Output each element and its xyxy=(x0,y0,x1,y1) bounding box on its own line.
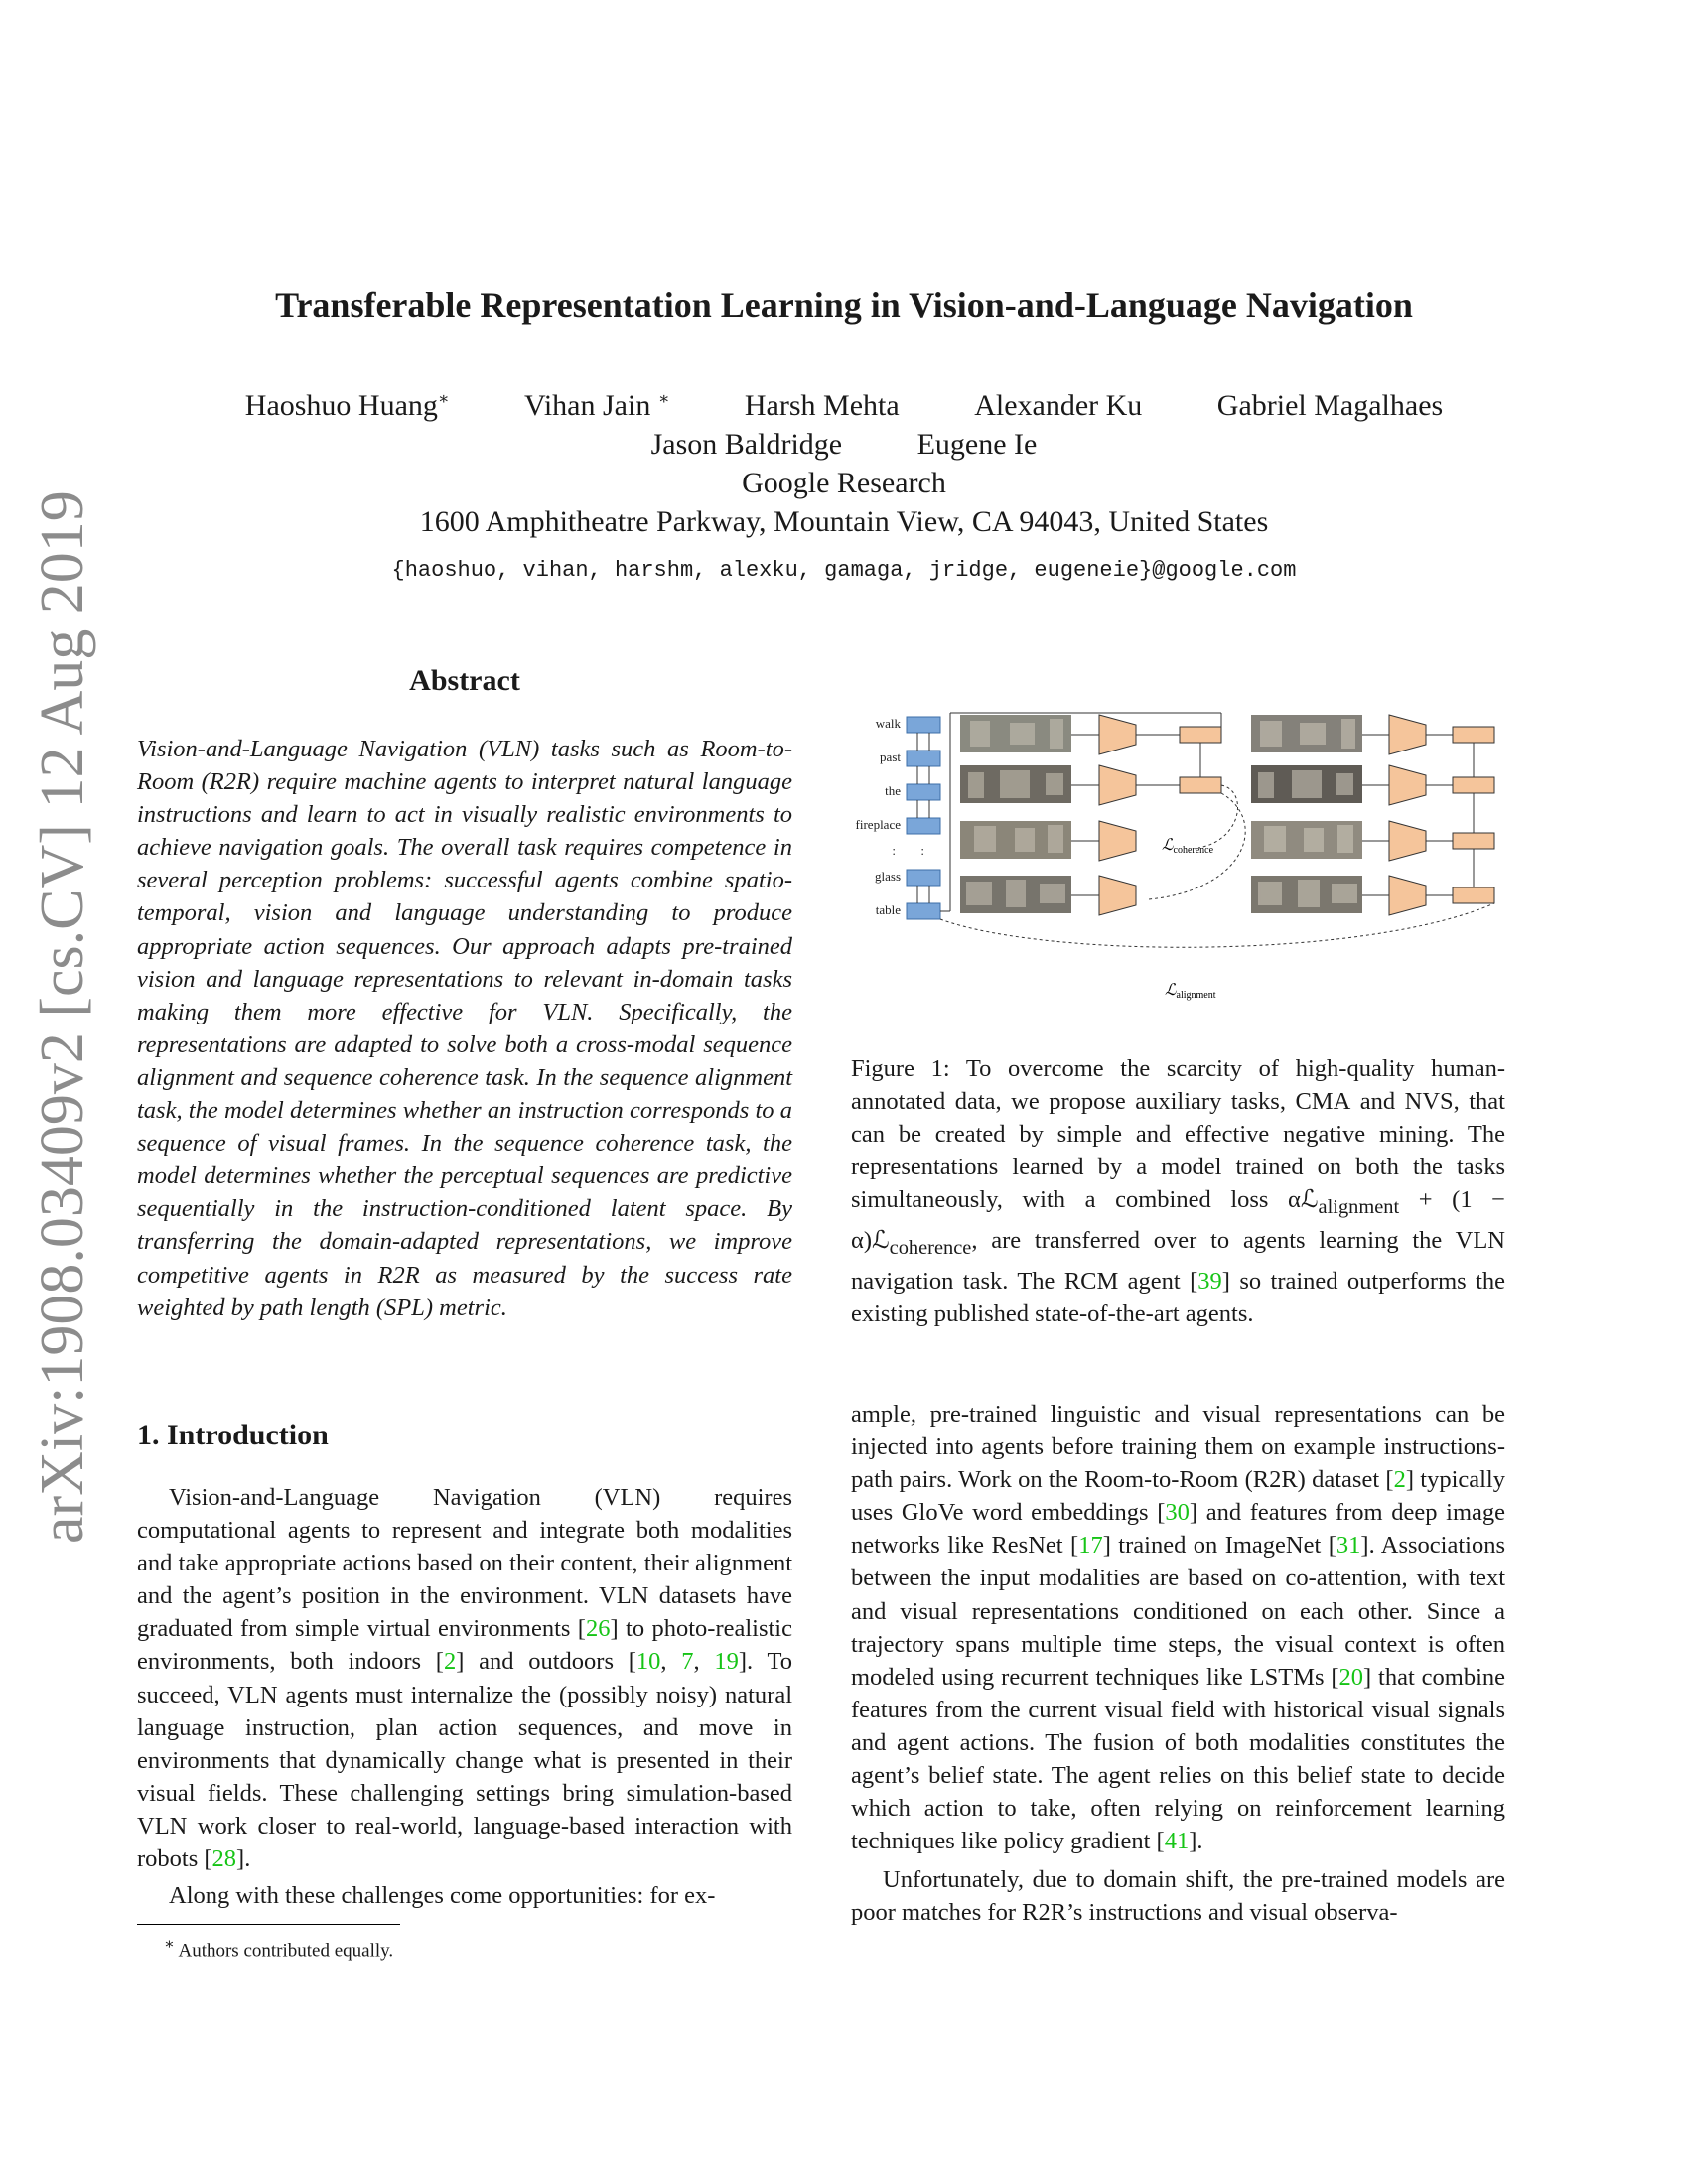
text-box xyxy=(907,818,940,834)
footnote: ∗ Authors contributed equally. xyxy=(164,1936,394,1962)
state-box xyxy=(1180,727,1221,743)
left-links xyxy=(1071,735,1200,895)
citation-link[interactable]: 30 xyxy=(1165,1499,1190,1527)
text-box xyxy=(907,784,940,800)
author-line-1 xyxy=(0,389,1688,423)
author-name: Alexander Ku xyxy=(974,389,1143,422)
author-name: Eugene Ie xyxy=(916,428,1038,461)
intro-column-left xyxy=(137,1481,792,1912)
figure-1-caption: Figure 1: To overcome the scarcity of high-quality human-annotated data, we propose auxiliary tasks, CMA and NVS, that can be created by simple and effective negative mining. The representations learned by a model trained on both the tasks simultaneously, with a combined loss αℒ$_{alignment}$ + (1 − α)ℒ$_{coherence}$, are transferred over to agents learning the VLN navigation task. The RCM agent [39] so trained outperforms the existing published state-of-the-art agents. xyxy=(851,1055,1505,1328)
coherence-curve xyxy=(1198,785,1238,848)
state-box xyxy=(1453,727,1494,743)
citation-link[interactable]: 31 xyxy=(1336,1532,1361,1560)
encoder-trapezoid xyxy=(1389,821,1426,861)
text-box xyxy=(907,870,940,886)
citation-link[interactable]: 41 xyxy=(1164,1828,1190,1855)
paragraph: Unfortunately, due to domain shift, the pre-trained models are poor matches for R2R’s instructions and visual observa- xyxy=(851,1866,1505,1927)
paragraph: Along with these challenges come opportunities: for ex- xyxy=(169,1882,716,1910)
intro-column-right xyxy=(851,1398,1505,1930)
panorama-frames-right xyxy=(1251,715,1362,913)
paragraph: Vision-and-Language Navigation (VLN) requires computational agents to represent and integrate both modalities and take appropriate actions based on their content, their alignment and the agent’s position in the environment. VLN datasets have graduated from simple virtual environments [26] to photo-realistic environments, both indoors [2] and outdoors [10, 7, 19]. To succeed, VLN agents must internalize the (possibly noisy) natural language instruction, plan action sequences, and move in environments that dynamically change what is presented in their visual fields. These challenging settings bring simulation-based VLN work closer to real-world, language-based interaction with robots [28]. xyxy=(137,1484,792,1873)
citation-link[interactable]: 19 xyxy=(714,1648,739,1676)
text-box xyxy=(907,751,940,766)
text-embeddings xyxy=(907,717,940,919)
loss-curves xyxy=(940,785,1494,947)
word-label: glass xyxy=(875,869,901,884)
word-label: past xyxy=(880,750,901,764)
author-name: Jason Baldridge xyxy=(650,428,843,461)
author-emails: {haoshuo, vihan, harshm, alexku, gamaga, jridge, eugeneie}@google.com xyxy=(391,558,1297,583)
word-label: walk xyxy=(875,716,901,731)
abstract-text: Vision-and-Language Navigation (VLN) tasks such as Room-to-Room (R2R) require machine agents to interpret natural language instructions and learn to act in visually realistic environments to achieve navigation goals. The overall task requires competence in several perception problems: successful agents combine spatio-temporal, vision and language understanding to produce appropriate action sequences. Our approach adapts pre-trained vision and language representations to relevant in-domain tasks making them more effective for VLN. Specifically, the representations are adapted to solve both a cross-modal sequence alignment and sequence coherence task. In the sequence alignment task, the model determines whether an instruction corresponds to a sequence of visual frames. In the sequence coherence task, the model determines whether the perceptual sequences are predictive sequentially in the instruction-conditioned latent space. By transferring the domain-adapted representations, we improve competitive agents in R2R as measured by the success rate weighted by path length (SPL) metric. xyxy=(137,736,792,1321)
arxiv-stamp: arXiv:1908.03409v2 [cs.CV] 12 Aug 2019 xyxy=(29,490,96,1544)
text-box xyxy=(907,903,940,919)
figure-1-diagram xyxy=(851,711,1505,1009)
paper-title: Transferable Representation Learning in Vision-and-Language Navigation xyxy=(275,285,1413,325)
encoder-trapezoid xyxy=(1099,715,1136,754)
author-name: Gabriel Magalhaes xyxy=(1216,389,1444,422)
citation-link[interactable]: 17 xyxy=(1078,1532,1103,1560)
encoder-trapezoid xyxy=(1389,765,1426,805)
author-name: Haoshuo Huang∗ xyxy=(244,389,450,422)
abstract-heading: Abstract xyxy=(409,664,520,697)
state-box xyxy=(1453,833,1494,849)
visual-encoders-right xyxy=(1389,715,1494,915)
author-name: Harsh Mehta xyxy=(744,389,900,422)
author-name: Vihan Jain ∗ xyxy=(523,389,670,422)
panorama-frames-left xyxy=(960,715,1071,913)
text-box xyxy=(907,717,940,733)
right-links xyxy=(1362,735,1474,895)
footnote-rule xyxy=(137,1924,400,1925)
word-label: table xyxy=(875,902,901,917)
section-heading-introduction: 1. Introduction xyxy=(137,1419,329,1451)
state-box xyxy=(1180,777,1221,793)
ellipsis: : xyxy=(920,843,924,858)
citation-link[interactable]: 20 xyxy=(1338,1663,1364,1691)
instruction-words xyxy=(856,716,924,917)
coherence-loss-label: ℒcoherence xyxy=(1162,837,1214,856)
citation-link[interactable]: 28 xyxy=(211,1845,237,1873)
affiliation: Google Research xyxy=(742,467,946,499)
citation-link[interactable]: 26 xyxy=(585,1615,611,1643)
paragraph: ample, pre-trained linguistic and visual representations can be injected into agents before training them on example instructions-path pairs. Work on the Room-to-Room (R2R) dataset [2] typically uses GloVe word embeddings [30] and features from deep image networks like ResNet [17] trained on ImageNet [31]. Associations between the input modalities are based on co-attention, with text and visual representations conditioned on each other. Since a trajectory spans multiple time steps, the visual context is often modeled using recurrent techniques like LSTMs [20] that combine features from the current visual field with historical visual signals and agent actions. The fusion of both modalities constitutes the agent’s belief state. The agent relies on this belief state to decide which action to take, often relying on reinforcement learning techniques like policy gradient [41]. xyxy=(851,1401,1505,1855)
word-label: fireplace xyxy=(855,817,901,832)
citation-link[interactable]: 10 xyxy=(635,1648,661,1676)
encoder-trapezoid xyxy=(1099,765,1136,805)
citation-link[interactable]: 7 xyxy=(681,1648,694,1676)
encoder-trapezoid xyxy=(1389,715,1426,754)
citation-link[interactable]: 2 xyxy=(1393,1466,1406,1494)
encoder-trapezoid xyxy=(1099,821,1136,861)
citation-link[interactable]: 2 xyxy=(443,1648,457,1676)
state-box xyxy=(1453,887,1494,903)
word-label: the xyxy=(885,783,901,798)
encoder-trapezoid xyxy=(1099,876,1136,915)
author-line-2 xyxy=(0,428,1688,462)
address: 1600 Amphitheatre Parkway, Mountain View, CA 94043, United States xyxy=(419,505,1269,538)
encoder-trapezoid xyxy=(1389,876,1426,915)
state-box xyxy=(1453,777,1494,793)
citation-link[interactable]: 39 xyxy=(1197,1268,1222,1296)
alignment-loss-label: ℒalignment xyxy=(1165,982,1216,1001)
ellipsis: : xyxy=(892,843,896,858)
